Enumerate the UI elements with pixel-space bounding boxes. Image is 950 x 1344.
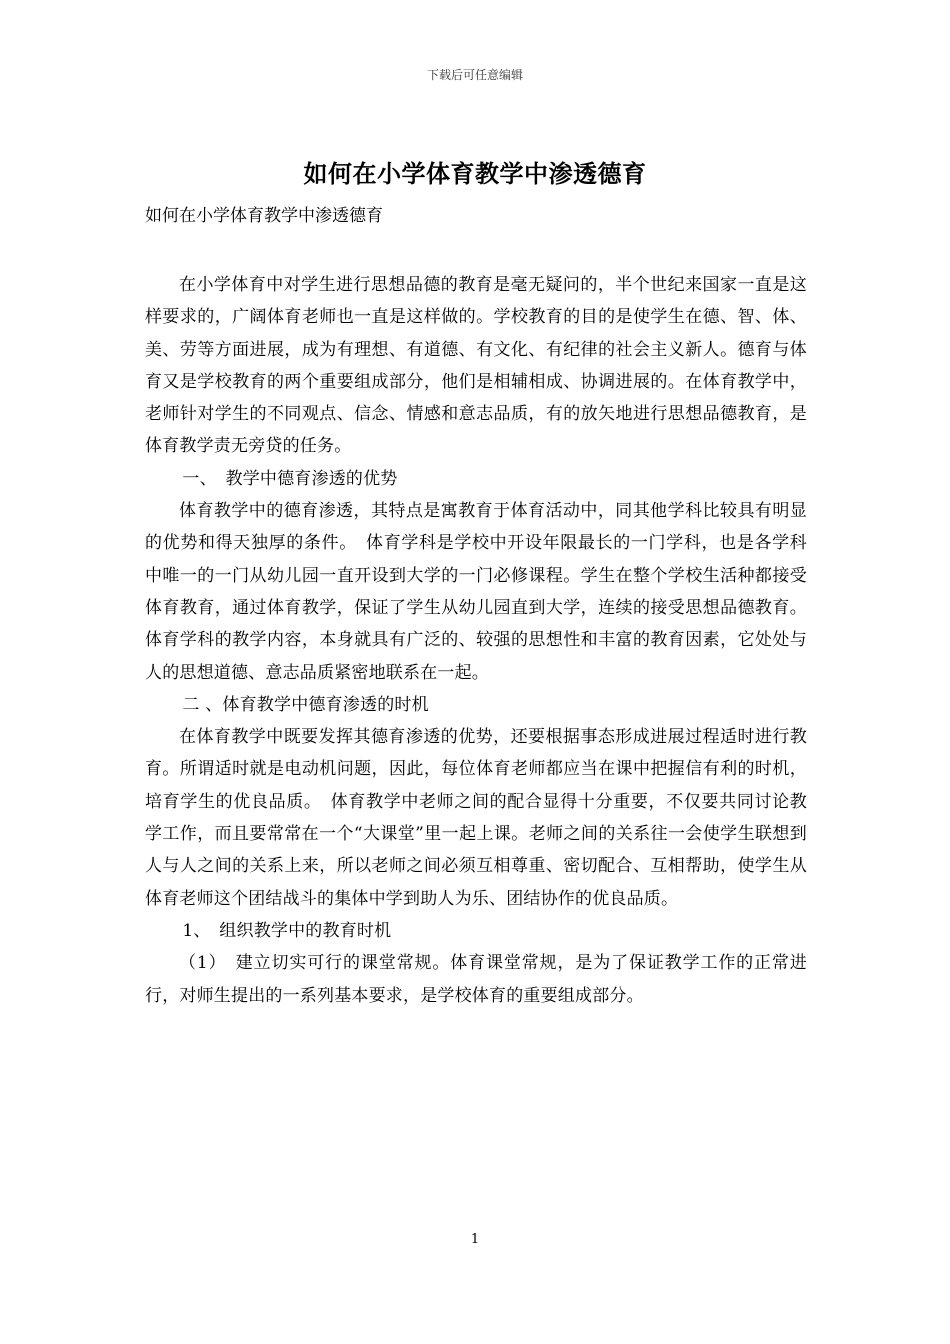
subsection-heading-1: 1、 组织教学中的教育时机 xyxy=(182,920,392,941)
paragraph-classroom-rules: （1） 建立切实可行的课堂常规。体育课堂常规，是为了保证教学工作的正常进行，对师生提出的一系列基本要求，是学校体育的重要组成部分。 xyxy=(145,953,807,1006)
document-subtitle: 如何在小学体育教学中渗透德育 xyxy=(145,206,383,226)
paragraph-intro: 在小学体育中对学生进行思想品德的教育是毫无疑问的，半个世纪来国家一直是这样要求的，广阔体育老师也一直是这样做的。学校教育的目的是使学生在德、智、体、美、劳等方面进展，成为有理想、有道德、有文化、有纪律的社会主义新人。德育与体育又是学校教育的两个重要组成部分，他们是相辅相成、协调进展的。在体育教学中，老师针对学生的不同观点、信念、情感和意志品质，有的放矢地进行思想品德教育，是体育教学责无旁贷的任务。 xyxy=(145,275,807,457)
section-heading-2: 二 、体育教学中德育渗透的时机 xyxy=(182,694,429,715)
paragraph-timing: 在体育教学中既要发挥其德育渗透的优势，还要根据事态形成进展过程适时进行教育。所谓适时就是电动机问题，因此，每位体育老师都应当在课中把握信有利的时机，培育学生的优良品质。 体育教学中老师之间的配合显得十分重要，不仅要共同讨论教学工作，而且要常常在一个“大课堂”里一起上课。老师之间的关系往一会使学生联想到人与人之间的关系上来，所以老师之间必须互相尊重、密切配合、互相帮助，使学生从体育老师这个团结战斗的集体中学到助人为乐、团结协作的优良品质。 xyxy=(145,727,807,909)
page-header-note: 下载后可任意编辑 xyxy=(426,68,523,82)
document-body xyxy=(145,269,807,1012)
document-title: 如何在小学体育教学中渗透德育 xyxy=(303,160,647,188)
section-heading-1: 一、 教学中德育渗透的优势 xyxy=(182,468,398,489)
page-number: 1 xyxy=(470,1232,480,1247)
paragraph-advantages: 体育教学中的德育渗透，其特点是寓教育于体育活动中，同其他学科比较具有明显的优势和得天独厚的条件。 体育学科是学校中开设年限最长的一门学科，也是各学科中唯一的一门从幼儿园一直开设到大学的一门必修课程。学生在整个学校生活种都接受体育教育，通过体育教学，保证了学生从幼儿园直到大学，连续的接受思想品德教育。体育学科的教学内容，本身就具有广泛的、较强的思想性和丰富的教育因素，它处处与人的思想道德、意志品质紧密地联系在一起。 xyxy=(145,501,807,683)
